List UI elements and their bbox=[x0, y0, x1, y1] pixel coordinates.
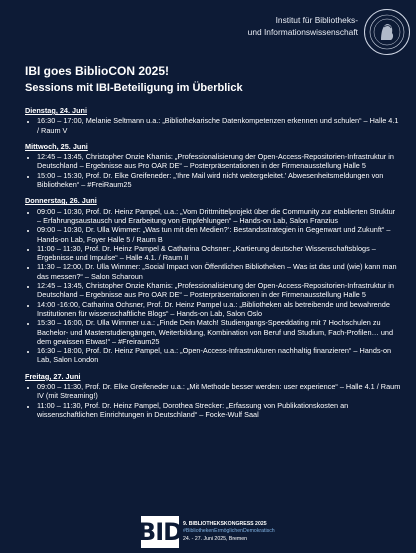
session-item: • 09:00 – 10:30, Dr. Ulla Wimmer: „Was tun mit den Medien?‘: Bestandsstrategien in Gegenwart und Zukunft“ – Hands-on Lab, Foyer Halle 5 / Raum B bbox=[37, 225, 401, 244]
day-block-thursday bbox=[25, 196, 401, 364]
university-seal-logo bbox=[364, 9, 410, 55]
session-item: • 09:00 – 11:30, Prof. Dr. Elke Greifeneder u.a.: „Mit Methode besser werden: user experience“ – Halle 4.1 / Raum IV (mit Streaming!) bbox=[37, 382, 401, 401]
day-block-tuesday bbox=[25, 106, 401, 135]
session-item: • 12:45 – 13:45, Christopher Onzie Khamis: „Professionalisierung der Open-Access-Repositorien-Infrastruktur in Deutschland – Ergebnisse aus Pro OAR DE“ – Posterpräsentationen in der Firmenausstellung Halle 5 bbox=[37, 152, 401, 171]
day-block-wednesday bbox=[25, 142, 401, 189]
session-item: • 16:30 – 17:00, Melanie Seltmann u.a.: „Bibliothekarische Datenkompetenzen erkennen und schulen“ – Halle 4.1 / Raum V bbox=[37, 116, 401, 135]
session-list bbox=[25, 116, 401, 135]
session-item: • 14:00 -16:00, Catharina Ochsner, Prof. Dr. Heinz Pampel u.a.: „Bibliotheken als betreibende und bewahrende Institutionen für wissenschaftliche Blogs“ – Hands-on Lab, Salon Oslo bbox=[37, 300, 401, 319]
session-item: • 16:30 – 18:00, Prof. Dr. Heinz Pampel, u.a.: „Open-Access-Infrastrukturen nachhaltig finanzieren“ – Hands-on Lab, Salon London bbox=[37, 346, 401, 365]
congress-logo bbox=[137, 516, 277, 548]
page-subtitle: Sessions mit IBI-Beteiligung im Überblick bbox=[25, 82, 243, 94]
session-item: • 11:00 – 11:30, Prof. Dr. Heinz Pampel, Dorothea Strecker: „Erfassung von Publikationskosten an wissenschaftlichen Einrichtungen in Deutschland“ – Focke-Wulf Saal bbox=[37, 401, 401, 420]
page-title: IBI goes BiblioCON 2025! bbox=[25, 64, 170, 78]
day-heading: Mittwoch, 25. Juni bbox=[25, 141, 88, 151]
day-heading: Dienstag, 24. Juni bbox=[25, 106, 88, 115]
institute-name-line1: Institut für Bibliotheks- bbox=[275, 15, 358, 25]
congress-info bbox=[183, 521, 275, 544]
university-seal-icon bbox=[367, 12, 407, 52]
day-block-friday bbox=[25, 372, 401, 419]
session-schedule bbox=[25, 102, 401, 419]
session-list bbox=[25, 382, 401, 419]
congress-date-location: 24. - 27. Juni 2025, Bremen bbox=[183, 535, 248, 542]
day-heading: Freitag, 27. Juni bbox=[25, 371, 81, 381]
session-item: • 11:30 – 12:00, Dr. Ulla Wimmer: „Social Impact von Öffentlichen Bibliotheken – Was ist das und (wie) kann man das messen?“ – Salon Scharoun bbox=[37, 262, 401, 281]
session-list bbox=[25, 207, 401, 365]
bid-logo-mark: BID bbox=[137, 518, 183, 546]
session-item: • 11:00 – 11:30, Prof. Dr. Heinz Pampel & Catharina Ochsner: „Kartierung deutscher Wissenschaftsblogs – Ergebnisse und Impulse“ – Halle 4.1. / Raum II bbox=[37, 244, 401, 263]
session-item: • 12:45 – 13:45, Christopher Onzie Khamis: „Professionalisierung der Open-Access-Repositorien-Infrastruktur in Deutschland – Ergebnisse aus Pro OAR DE“ – Posterpräsentationen in der Firmenausstellung Halle 5 bbox=[37, 281, 401, 300]
day-heading: Donnerstag, 26. Juni bbox=[25, 196, 97, 206]
congress-hashtag: #BibliothekenErmöglichenDemokratisch bbox=[183, 528, 275, 535]
session-item: • 15:30 – 16:00, Dr. Ulla Wimmer u.a.: „Finde Dein Match! Studiengangs-Speeddating mit 7 Hochschulen zu Bachelor- und Masterstudiengängen, Weiterbildung, Kombination von Beruf und Studium, Fach-Profilen… und dem gewissen Etwas!“ – #Freiraum25 bbox=[37, 318, 401, 346]
session-item: • 15:00 – 15:30, Prof. Dr. Elke Greifeneder: „'Ihre Mail wird nicht weitergeleitet.' Abwesenheitsmeldungen von Bibliotheken“ – #FreiRaum25 bbox=[37, 171, 401, 190]
congress-name: 9. BIBLIOTHEKSKONGRESS 2025 bbox=[183, 520, 267, 527]
institute-name-line2: und Informationswissenschaft bbox=[247, 27, 358, 37]
institute-name bbox=[248, 14, 358, 38]
session-item: • 09:00 – 10:30, Prof. Dr. Heinz Pampel, u.a.: „Vom Drittmittelprojekt über die Community zur etablierten Struktur – Erfahrungsaustausch und Erarbeitung von Empfehlungen“ – Hands-on Lab, Salon Franzius bbox=[37, 207, 401, 226]
session-list bbox=[25, 152, 401, 189]
